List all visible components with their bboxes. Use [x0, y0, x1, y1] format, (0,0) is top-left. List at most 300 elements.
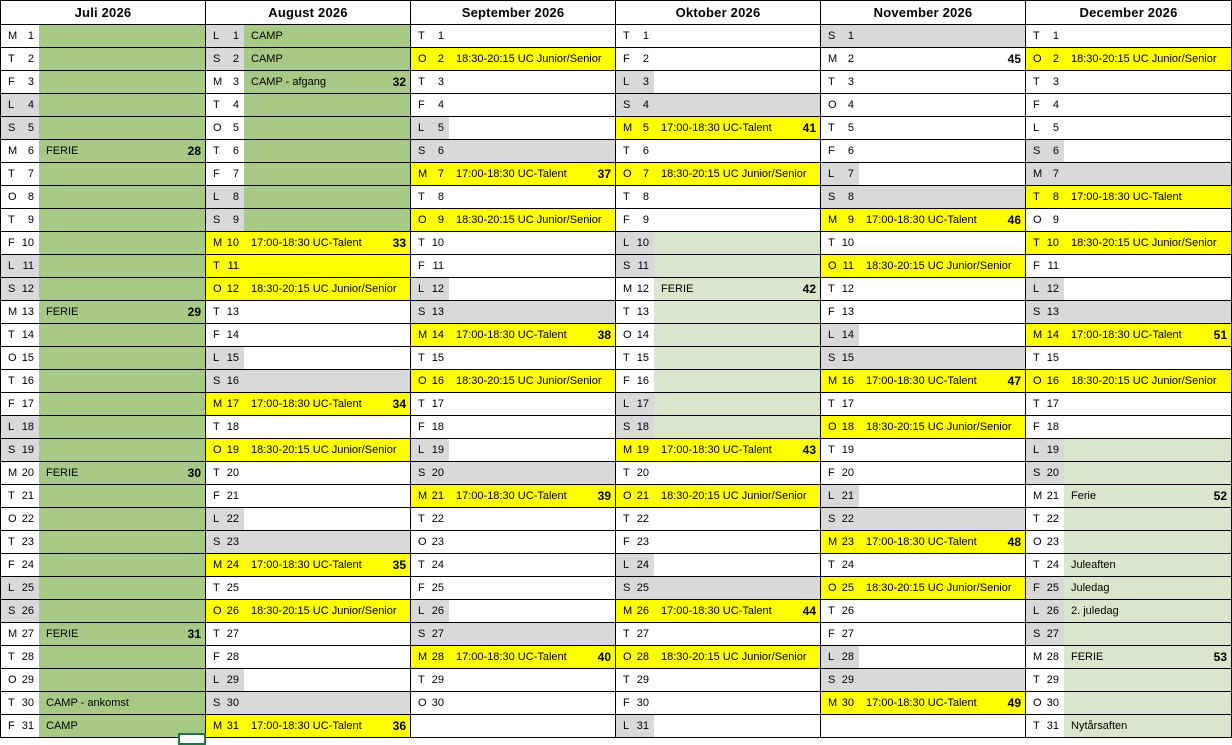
day-content-cell[interactable]	[859, 278, 1025, 300]
day-content-cell[interactable]	[39, 255, 205, 277]
day-label[interactable]	[616, 163, 654, 185]
day-label[interactable]	[1026, 347, 1064, 369]
day-label[interactable]	[1026, 715, 1064, 737]
day-content-cell[interactable]	[859, 163, 1025, 185]
day-label[interactable]	[1, 25, 39, 47]
day-label[interactable]	[1026, 439, 1064, 461]
day-content-cell[interactable]	[244, 347, 410, 369]
day-label[interactable]	[616, 347, 654, 369]
day-content-cell[interactable]	[1064, 232, 1231, 254]
day-content-cell[interactable]	[449, 600, 615, 622]
day-content-cell[interactable]	[1064, 301, 1231, 323]
day-content-cell[interactable]	[39, 117, 205, 139]
day-content-cell[interactable]	[1064, 600, 1231, 622]
day-label[interactable]	[616, 71, 654, 93]
day-label[interactable]	[616, 117, 654, 139]
day-content-cell[interactable]	[39, 646, 205, 668]
day-content-cell[interactable]	[859, 715, 1025, 737]
day-content-cell[interactable]	[1064, 715, 1231, 737]
day-label[interactable]	[821, 600, 859, 622]
day-content-cell[interactable]	[449, 554, 615, 576]
day-label[interactable]	[1, 600, 39, 622]
day-label[interactable]	[821, 416, 859, 438]
day-label[interactable]	[821, 393, 859, 415]
day-content-cell[interactable]	[244, 715, 410, 737]
day-content-cell[interactable]	[1064, 48, 1231, 70]
day-content-cell[interactable]	[654, 646, 820, 668]
month-header[interactable]: November 2026	[821, 1, 1025, 25]
day-label[interactable]	[1026, 554, 1064, 576]
day-content-cell[interactable]	[859, 485, 1025, 507]
day-label[interactable]	[1, 646, 39, 668]
day-label[interactable]	[206, 600, 244, 622]
day-label[interactable]	[1026, 255, 1064, 277]
day-label[interactable]	[821, 163, 859, 185]
day-content-cell[interactable]	[39, 439, 205, 461]
day-label[interactable]	[1, 278, 39, 300]
day-label[interactable]	[1026, 278, 1064, 300]
day-content-cell[interactable]	[859, 692, 1025, 714]
day-content-cell[interactable]	[244, 485, 410, 507]
day-label[interactable]	[616, 485, 654, 507]
day-label[interactable]	[411, 485, 449, 507]
day-label[interactable]	[206, 48, 244, 70]
day-label[interactable]	[411, 140, 449, 162]
day-label[interactable]	[821, 508, 859, 530]
day-label[interactable]	[1, 255, 39, 277]
day-label[interactable]	[821, 209, 859, 231]
day-label[interactable]	[821, 646, 859, 668]
day-content-cell[interactable]	[244, 623, 410, 645]
day-label[interactable]	[821, 71, 859, 93]
day-content-cell[interactable]	[449, 370, 615, 392]
day-content-cell[interactable]	[859, 186, 1025, 208]
day-content-cell[interactable]	[449, 508, 615, 530]
day-content-cell[interactable]	[1064, 255, 1231, 277]
day-label[interactable]	[206, 485, 244, 507]
day-content-cell[interactable]	[449, 485, 615, 507]
day-label[interactable]	[206, 71, 244, 93]
day-content-cell[interactable]	[244, 324, 410, 346]
day-label[interactable]	[616, 416, 654, 438]
day-content-cell[interactable]	[859, 370, 1025, 392]
day-label[interactable]	[1, 462, 39, 484]
day-label[interactable]	[411, 117, 449, 139]
day-content-cell[interactable]	[39, 623, 205, 645]
day-label[interactable]	[616, 278, 654, 300]
day-label[interactable]	[821, 117, 859, 139]
day-content-cell[interactable]	[39, 462, 205, 484]
day-content-cell[interactable]	[39, 370, 205, 392]
day-label[interactable]	[206, 324, 244, 346]
day-content-cell[interactable]	[39, 554, 205, 576]
day-content-cell[interactable]	[859, 623, 1025, 645]
day-content-cell[interactable]	[1064, 71, 1231, 93]
day-label[interactable]	[1, 692, 39, 714]
day-content-cell[interactable]	[654, 186, 820, 208]
day-label[interactable]	[206, 347, 244, 369]
day-label[interactable]	[1026, 416, 1064, 438]
day-content-cell[interactable]	[654, 25, 820, 47]
day-content-cell[interactable]	[1064, 577, 1231, 599]
day-content-cell[interactable]	[39, 485, 205, 507]
day-label[interactable]	[206, 623, 244, 645]
day-label[interactable]	[206, 232, 244, 254]
day-content-cell[interactable]	[859, 48, 1025, 70]
day-content-cell[interactable]	[654, 324, 820, 346]
month-header[interactable]: Juli 2026	[1, 1, 205, 25]
day-content-cell[interactable]	[859, 140, 1025, 162]
day-label[interactable]	[1026, 71, 1064, 93]
day-content-cell[interactable]	[39, 416, 205, 438]
day-label[interactable]	[1026, 577, 1064, 599]
day-content-cell[interactable]	[1064, 508, 1231, 530]
day-content-cell[interactable]	[39, 692, 205, 714]
day-content-cell[interactable]	[39, 577, 205, 599]
day-content-cell[interactable]	[1064, 554, 1231, 576]
day-label[interactable]	[616, 25, 654, 47]
day-label[interactable]	[616, 623, 654, 645]
month-header[interactable]: August 2026	[206, 1, 410, 25]
day-label[interactable]	[1, 577, 39, 599]
day-content-cell[interactable]	[449, 324, 615, 346]
day-content-cell[interactable]	[1064, 278, 1231, 300]
day-label[interactable]	[616, 439, 654, 461]
day-label[interactable]	[206, 94, 244, 116]
day-content-cell[interactable]	[39, 393, 205, 415]
day-label[interactable]	[616, 646, 654, 668]
day-content-cell[interactable]	[859, 301, 1025, 323]
day-content-cell[interactable]	[449, 278, 615, 300]
day-content-cell[interactable]	[244, 669, 410, 691]
day-label[interactable]	[1, 370, 39, 392]
day-label[interactable]	[1, 439, 39, 461]
day-content-cell[interactable]	[244, 94, 410, 116]
day-content-cell[interactable]	[449, 462, 615, 484]
day-label[interactable]	[411, 600, 449, 622]
day-content-cell[interactable]	[654, 232, 820, 254]
day-label[interactable]	[1026, 508, 1064, 530]
day-label[interactable]	[206, 186, 244, 208]
day-content-cell[interactable]	[244, 600, 410, 622]
day-content-cell[interactable]	[1064, 209, 1231, 231]
day-label[interactable]	[1026, 646, 1064, 668]
day-content-cell[interactable]	[449, 623, 615, 645]
day-label[interactable]	[821, 94, 859, 116]
day-label[interactable]	[411, 347, 449, 369]
day-content-cell[interactable]	[449, 163, 615, 185]
day-content-cell[interactable]	[39, 25, 205, 47]
day-label[interactable]	[411, 255, 449, 277]
day-content-cell[interactable]	[39, 48, 205, 70]
day-label[interactable]	[1, 301, 39, 323]
day-content-cell[interactable]	[654, 692, 820, 714]
day-content-cell[interactable]	[244, 554, 410, 576]
day-label[interactable]	[821, 485, 859, 507]
day-label[interactable]	[411, 554, 449, 576]
day-label[interactable]	[821, 462, 859, 484]
day-content-cell[interactable]	[244, 462, 410, 484]
day-content-cell[interactable]	[244, 186, 410, 208]
day-content-cell[interactable]	[1064, 439, 1231, 461]
day-label[interactable]	[616, 531, 654, 553]
day-content-cell[interactable]	[859, 439, 1025, 461]
day-label[interactable]	[821, 232, 859, 254]
day-content-cell[interactable]	[859, 577, 1025, 599]
day-content-cell[interactable]	[449, 94, 615, 116]
day-content-cell[interactable]	[244, 508, 410, 530]
day-label[interactable]	[1, 117, 39, 139]
day-label[interactable]	[616, 186, 654, 208]
day-label[interactable]	[821, 48, 859, 70]
active-cell-outline[interactable]	[178, 733, 206, 745]
day-label[interactable]	[411, 577, 449, 599]
day-content-cell[interactable]	[859, 646, 1025, 668]
day-label[interactable]	[206, 255, 244, 277]
day-label[interactable]	[1026, 25, 1064, 47]
day-content-cell[interactable]	[1064, 324, 1231, 346]
day-label[interactable]	[1026, 232, 1064, 254]
day-label[interactable]	[206, 462, 244, 484]
month-header[interactable]: December 2026	[1026, 1, 1231, 25]
day-content-cell[interactable]	[1064, 163, 1231, 185]
day-label[interactable]	[411, 186, 449, 208]
day-label[interactable]	[411, 623, 449, 645]
day-content-cell[interactable]	[654, 209, 820, 231]
day-content-cell[interactable]	[1064, 462, 1231, 484]
day-label[interactable]	[411, 531, 449, 553]
day-label[interactable]	[821, 347, 859, 369]
day-content-cell[interactable]	[244, 163, 410, 185]
day-content-cell[interactable]	[449, 209, 615, 231]
day-content-cell[interactable]	[654, 393, 820, 415]
day-content-cell[interactable]	[654, 577, 820, 599]
day-label[interactable]	[1026, 669, 1064, 691]
day-content-cell[interactable]	[654, 416, 820, 438]
day-label[interactable]	[411, 71, 449, 93]
day-label[interactable]	[206, 278, 244, 300]
day-label[interactable]	[1, 140, 39, 162]
day-label[interactable]	[821, 554, 859, 576]
day-content-cell[interactable]	[1064, 485, 1231, 507]
day-label[interactable]	[1, 554, 39, 576]
day-label[interactable]	[616, 232, 654, 254]
day-content-cell[interactable]	[244, 25, 410, 47]
day-label[interactable]	[1, 669, 39, 691]
day-label[interactable]	[616, 554, 654, 576]
day-content-cell[interactable]	[39, 163, 205, 185]
day-content-cell[interactable]	[654, 600, 820, 622]
day-label[interactable]	[411, 94, 449, 116]
day-content-cell[interactable]	[859, 508, 1025, 530]
day-content-cell[interactable]	[244, 232, 410, 254]
day-label[interactable]	[1026, 140, 1064, 162]
day-label[interactable]	[411, 669, 449, 691]
day-content-cell[interactable]	[654, 439, 820, 461]
day-label[interactable]	[1, 485, 39, 507]
day-label[interactable]	[1026, 186, 1064, 208]
day-content-cell[interactable]	[1064, 646, 1231, 668]
day-content-cell[interactable]	[859, 393, 1025, 415]
day-label[interactable]	[821, 370, 859, 392]
day-label[interactable]	[1026, 531, 1064, 553]
day-label[interactable]	[206, 140, 244, 162]
day-content-cell[interactable]	[39, 209, 205, 231]
day-label[interactable]	[1, 508, 39, 530]
day-label[interactable]	[1, 186, 39, 208]
day-content-cell[interactable]	[39, 71, 205, 93]
day-content-cell[interactable]	[859, 117, 1025, 139]
day-label[interactable]	[206, 416, 244, 438]
day-content-cell[interactable]	[39, 600, 205, 622]
day-label[interactable]	[1026, 117, 1064, 139]
day-label[interactable]	[821, 255, 859, 277]
day-content-cell[interactable]	[244, 255, 410, 277]
day-content-cell[interactable]	[654, 485, 820, 507]
day-label[interactable]	[1, 232, 39, 254]
day-content-cell[interactable]	[859, 347, 1025, 369]
day-label[interactable]	[1026, 163, 1064, 185]
day-label[interactable]	[821, 623, 859, 645]
day-label[interactable]	[616, 324, 654, 346]
day-content-cell[interactable]	[449, 577, 615, 599]
day-content-cell[interactable]	[654, 370, 820, 392]
day-content-cell[interactable]	[654, 140, 820, 162]
day-content-cell[interactable]	[449, 715, 615, 737]
day-label[interactable]	[1, 393, 39, 415]
day-content-cell[interactable]	[1064, 370, 1231, 392]
day-content-cell[interactable]	[1064, 117, 1231, 139]
day-label[interactable]	[1026, 393, 1064, 415]
day-label[interactable]	[1026, 94, 1064, 116]
day-label[interactable]	[821, 577, 859, 599]
day-content-cell[interactable]	[1064, 94, 1231, 116]
day-label[interactable]	[616, 48, 654, 70]
day-label[interactable]	[616, 600, 654, 622]
day-content-cell[interactable]	[449, 646, 615, 668]
day-content-cell[interactable]	[654, 347, 820, 369]
day-content-cell[interactable]	[449, 416, 615, 438]
day-content-cell[interactable]	[1064, 393, 1231, 415]
day-content-cell[interactable]	[39, 301, 205, 323]
day-label[interactable]	[821, 669, 859, 691]
day-label[interactable]	[1026, 485, 1064, 507]
day-label[interactable]	[1, 94, 39, 116]
day-label[interactable]	[411, 393, 449, 415]
day-content-cell[interactable]	[244, 531, 410, 553]
day-label[interactable]	[616, 577, 654, 599]
day-content-cell[interactable]	[39, 347, 205, 369]
day-label[interactable]	[206, 669, 244, 691]
day-label[interactable]	[616, 462, 654, 484]
day-content-cell[interactable]	[654, 531, 820, 553]
day-content-cell[interactable]	[244, 71, 410, 93]
day-content-cell[interactable]	[244, 439, 410, 461]
day-label[interactable]	[1026, 623, 1064, 645]
day-content-cell[interactable]	[244, 117, 410, 139]
day-content-cell[interactable]	[654, 554, 820, 576]
day-content-cell[interactable]	[654, 117, 820, 139]
day-content-cell[interactable]	[449, 393, 615, 415]
month-header[interactable]: Oktober 2026	[616, 1, 820, 25]
day-label[interactable]	[411, 163, 449, 185]
day-label[interactable]	[616, 692, 654, 714]
day-label[interactable]	[206, 554, 244, 576]
day-label[interactable]	[206, 117, 244, 139]
day-content-cell[interactable]	[39, 140, 205, 162]
day-label[interactable]	[1, 623, 39, 645]
day-label[interactable]	[206, 508, 244, 530]
day-content-cell[interactable]	[39, 324, 205, 346]
day-label[interactable]	[821, 140, 859, 162]
day-content-cell[interactable]	[859, 669, 1025, 691]
day-label[interactable]	[411, 324, 449, 346]
day-content-cell[interactable]	[859, 462, 1025, 484]
day-label[interactable]	[616, 94, 654, 116]
day-content-cell[interactable]	[39, 669, 205, 691]
day-content-cell[interactable]	[449, 347, 615, 369]
day-label[interactable]	[616, 669, 654, 691]
day-content-cell[interactable]	[449, 186, 615, 208]
day-label[interactable]	[206, 646, 244, 668]
day-content-cell[interactable]	[449, 439, 615, 461]
day-label[interactable]	[206, 163, 244, 185]
day-content-cell[interactable]	[39, 186, 205, 208]
day-content-cell[interactable]	[859, 209, 1025, 231]
day-content-cell[interactable]	[859, 324, 1025, 346]
day-content-cell[interactable]	[449, 692, 615, 714]
day-label[interactable]	[411, 646, 449, 668]
day-content-cell[interactable]	[39, 278, 205, 300]
day-content-cell[interactable]	[1064, 623, 1231, 645]
day-content-cell[interactable]	[449, 117, 615, 139]
day-label[interactable]	[1, 531, 39, 553]
day-label[interactable]	[1026, 462, 1064, 484]
day-content-cell[interactable]	[859, 255, 1025, 277]
day-content-cell[interactable]	[449, 25, 615, 47]
day-content-cell[interactable]	[449, 232, 615, 254]
day-label[interactable]	[616, 393, 654, 415]
day-label[interactable]	[411, 416, 449, 438]
day-label[interactable]	[1026, 370, 1064, 392]
day-label[interactable]	[821, 278, 859, 300]
day-label[interactable]	[821, 301, 859, 323]
day-label[interactable]	[616, 301, 654, 323]
day-content-cell[interactable]	[449, 71, 615, 93]
month-header[interactable]: September 2026	[411, 1, 615, 25]
day-label[interactable]	[616, 209, 654, 231]
day-content-cell[interactable]	[654, 278, 820, 300]
day-content-cell[interactable]	[1064, 692, 1231, 714]
day-label[interactable]	[1026, 692, 1064, 714]
day-content-cell[interactable]	[39, 531, 205, 553]
day-label[interactable]	[616, 370, 654, 392]
day-label[interactable]	[411, 48, 449, 70]
day-label[interactable]	[411, 692, 449, 714]
day-content-cell[interactable]	[859, 416, 1025, 438]
day-label[interactable]	[411, 508, 449, 530]
day-content-cell[interactable]	[449, 531, 615, 553]
day-label[interactable]	[411, 232, 449, 254]
day-content-cell[interactable]	[654, 508, 820, 530]
day-content-cell[interactable]	[449, 669, 615, 691]
day-content-cell[interactable]	[654, 163, 820, 185]
day-label[interactable]	[1, 347, 39, 369]
day-content-cell[interactable]	[244, 140, 410, 162]
day-content-cell[interactable]	[244, 278, 410, 300]
day-content-cell[interactable]	[654, 94, 820, 116]
day-label[interactable]	[1, 71, 39, 93]
